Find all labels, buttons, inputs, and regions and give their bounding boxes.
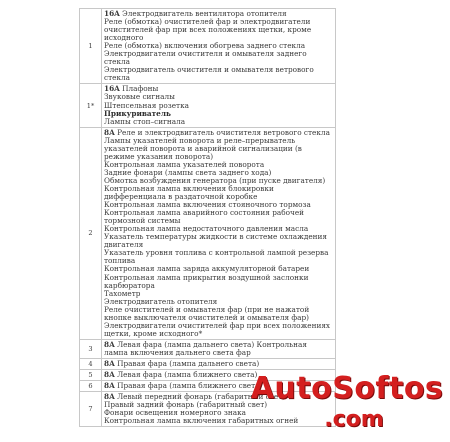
watermark-logo	[244, 371, 450, 432]
fuse-description	[102, 84, 336, 127]
fuse-circuit-line	[104, 249, 333, 265]
fuse-rating: 8A	[104, 392, 115, 402]
fuse-circuit-text: Реле (обмотка) очистителей фар и электродвигатели очистителей фар при всех положениях щетки, кроме исходного	[104, 17, 312, 43]
fuse-circuit-text: Контрольная лампа прикрытия воздушной заслонки карбюратора	[104, 272, 309, 290]
fuse-description	[102, 358, 336, 369]
fuse-number: 5	[80, 370, 102, 381]
fuse-circuit-text: Тахометр	[104, 288, 141, 298]
fuse-circuit-line	[104, 185, 333, 201]
fuse-circuit-text: Лампы указателей поворота и реле–прерыватель указателей поворота и аварийной сигнализации (в режиме указания поворота)	[104, 135, 302, 161]
fuse-circuit-text: Реле очистителей и омывателя фар (при не нажатой кнопке выключателя очистителей и омывателя фар)	[104, 304, 310, 322]
fuse-number: 1	[80, 9, 102, 84]
fuse-circuit-text: Указатель температуры жидкости в системе охлаждения двигателя	[104, 232, 327, 250]
fuse-circuit-text: Прикуриватель	[104, 108, 171, 118]
fuse-circuit-text: Электродвигатели очистителя и омывателя заднего стекла	[104, 49, 307, 67]
fuse-number: 2	[80, 127, 102, 339]
fuse-circuit-line	[104, 118, 333, 126]
fuse-rating: 8A	[104, 381, 115, 391]
fuse-circuit-text: Правая фара (лампа ближнего света)	[117, 381, 263, 391]
fuse-circuit-text: Контрольная лампа указателей поворота	[104, 159, 265, 169]
fuse-circuit-text: Плафоны	[122, 84, 159, 94]
fuse-rating: 8A	[104, 358, 115, 368]
fuse-circuit-line	[104, 66, 333, 82]
fuse-rating: 8A	[104, 127, 115, 137]
fuse-circuit-line	[104, 360, 333, 368]
fuse-circuit-text: Лампы стоп–сигнала	[104, 116, 186, 126]
fuse-number: 6	[80, 381, 102, 392]
fuse-circuit-line	[104, 50, 333, 66]
fuse-description	[102, 339, 336, 358]
fuse-circuit-text: Реле и электродвигатель очистителя ветрового стекла	[117, 127, 330, 137]
fuse-circuit-text: Электродвигатели очистителей фар при всех положениях щетки, кроме исходного*	[104, 320, 331, 338]
fuse-rating: 16A	[104, 84, 120, 94]
fuse-circuit-text: Обмотка возбуждения генератора (при пуске двигателя)	[104, 175, 326, 185]
fuse-circuit-text: Реле (обмотка) включения обогрева заднего стекла	[104, 41, 306, 51]
fuse-circuit-text: Фонари освещения номерного знака	[104, 408, 246, 418]
fuse-rating: 16A	[104, 9, 120, 18]
fuse-circuit-text: Контрольная лампа заряда аккумуляторной батареи	[104, 264, 310, 274]
fuse-circuit-text: Контрольная лампа включения стояночного тормоза	[104, 200, 311, 210]
fuse-circuit-text: Левый передний фонарь (габаритный свет)	[117, 392, 286, 402]
fuse-rating: 8A	[104, 370, 115, 380]
fuse-circuit-line	[104, 233, 333, 249]
fuse-circuit-line	[104, 18, 333, 42]
fuse-row	[80, 339, 336, 358]
fuse-circuit-text: Контрольная лампа аварийного состояния рабочей тормозной системы	[104, 208, 305, 226]
fuse-circuit-line	[104, 322, 333, 338]
watermark-brand: AutoSoftos	[250, 371, 444, 406]
fuse-description	[102, 127, 336, 339]
fuse-circuit-text: Контрольная лампа недостаточного давления масла	[104, 224, 309, 234]
fuse-circuit-text: Электродвигатель вентилятора отопителя	[122, 9, 287, 18]
fuse-circuit-text: Левая фара (лампа дальнего света) Контрольная лампа включения дальнего света фар	[104, 339, 307, 357]
fuse-circuit-line	[104, 137, 333, 161]
fuse-circuit-line	[104, 209, 333, 225]
fuse-number: 7	[80, 392, 102, 427]
fuse-circuit-text: Правый задний фонарь (габаритный свет)	[104, 400, 268, 410]
fuse-row	[80, 358, 336, 369]
fuse-circuit-text: Задние фонари (лампы света заднего хода)	[104, 167, 272, 177]
watermark-domain: .com	[324, 407, 384, 432]
fuse-number: 4	[80, 358, 102, 369]
fuse-circuit-text: Правая фара (лампа дальнего света)	[117, 358, 260, 368]
fuse-table-body	[80, 9, 336, 427]
fuse-number: 3	[80, 339, 102, 358]
fuse-circuit-text: Звуковые сигналы	[104, 92, 175, 102]
fuse-circuit-text: Указатель уровня топлива с контрольной лампой резерва топлива	[104, 248, 329, 266]
fuse-circuit-text: Электродвигатель отопителя	[104, 296, 218, 306]
fuse-circuit-text: Электродвигатель очистителя и омывателя ветрового стекла	[104, 65, 314, 83]
fuse-number: 1*	[80, 84, 102, 127]
fuse-row	[80, 127, 336, 339]
fuse-description	[102, 9, 336, 84]
fuse-circuit-line	[104, 341, 333, 357]
fuse-circuit-line	[104, 274, 333, 290]
fuse-circuit-text: Штепсельная розетка	[104, 100, 190, 110]
fuse-circuit-text: Левая фара (лампа ближнего света)	[117, 370, 258, 380]
fuse-circuit-text: Контрольная лампа включения блокировки дифференциала в раздаточной коробке	[104, 183, 274, 202]
fuse-circuit-line	[104, 306, 333, 322]
fuse-row	[80, 84, 336, 127]
fuse-table	[79, 8, 336, 427]
fuse-row	[80, 9, 336, 84]
fuse-circuit-text: Контрольная лампа включения габаритных огней	[104, 416, 299, 426]
fuse-rating: 8A	[104, 339, 115, 349]
